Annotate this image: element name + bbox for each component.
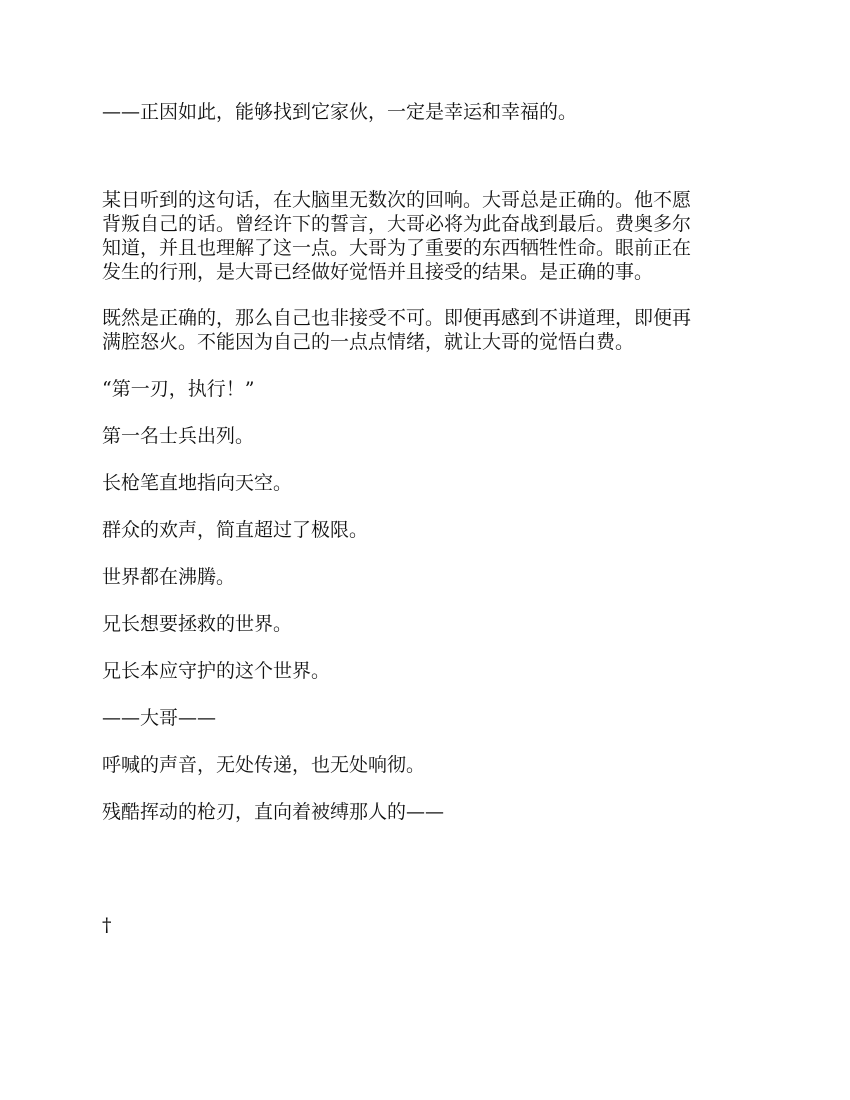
paragraph — [102, 100, 577, 124]
text-line: 兄长想要拯救的世界。 — [102, 613, 293, 635]
paragraph — [102, 471, 292, 495]
text-line: 某日听到的这句话，在大脑里无数次的回响。大哥总是正确的。他不愿 — [102, 189, 692, 211]
text-line: 既然是正确的，那么自己也非接受不可。即便再感到不讲道理，即便再 — [102, 307, 692, 329]
paragraph — [102, 377, 254, 401]
text-line: 兄长本应守护的这个世界。 — [102, 660, 331, 682]
paragraph — [102, 518, 368, 542]
text-line: 世界都在沸腾。 — [102, 566, 236, 588]
text-line: 残酷挥动的枪刃，直向着被缚那人的—— — [102, 801, 445, 823]
paragraph — [102, 188, 691, 284]
paragraph — [102, 800, 444, 824]
paragraph — [102, 306, 691, 354]
paragraph — [102, 659, 330, 683]
text-line: “第一刃，执行！” — [102, 378, 255, 400]
text-line: 背叛自己的话。曾经许下的誓言，大哥必将为此奋战到最后。费奥多尔 — [102, 213, 692, 235]
text-line: 群众的欢声，简直超过了极限。 — [102, 519, 369, 541]
paragraph — [102, 424, 254, 448]
text-line: 长枪笔直地指向天空。 — [102, 472, 293, 494]
text-line: ——正因如此，能够找到它家伙，一定是幸运和幸福的。 — [102, 101, 578, 123]
paragraph — [102, 612, 292, 636]
text-line: 满腔怒火。不能因为自己的一点点情绪，就让大哥的觉悟白费。 — [102, 331, 635, 353]
paragraph — [102, 706, 216, 730]
dagger-mark: † — [102, 914, 112, 936]
text-line: 第一名士兵出列。 — [102, 425, 255, 447]
paragraph — [102, 565, 235, 589]
paragraph — [102, 753, 425, 777]
text-line: 发生的行刑，是大哥已经做好觉悟并且接受的结果。是正确的事。 — [102, 261, 654, 283]
section-mark — [102, 913, 112, 937]
text-line: ——大哥—— — [102, 707, 217, 729]
text-line: 知道，并且也理解了这一点。大哥为了重要的东西牺牲性命。眼前正在 — [102, 237, 692, 259]
text-line: 呼喊的声音，无处传递，也无处响彻。 — [102, 754, 426, 776]
